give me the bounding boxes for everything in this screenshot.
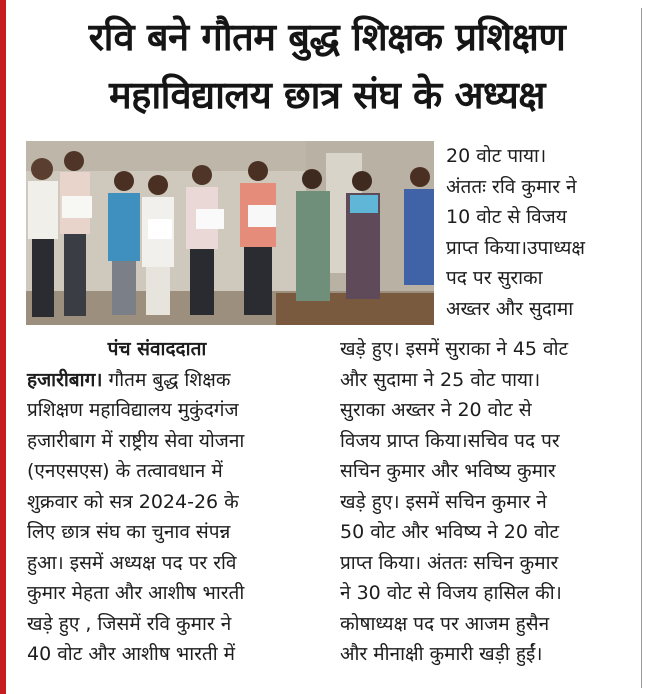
text-line: ने 30 वोट से विजय हासिल की। [340,582,562,604]
news-photo [26,141,434,325]
text-line: 10 वोट से विजय [446,206,567,228]
text-line: सचिन कुमार और भविष्य कुमार [340,460,556,482]
text-line: अंततः रवि कुमार ने [446,175,577,198]
left-accent-rule [0,0,6,694]
text-line: प्राप्त किया।उपाध्यक्ष [446,236,586,259]
column-right-top [446,141,638,324]
text-line: प्राप्त किया। अंततः सचिन कुमार [340,551,559,574]
text-line: कोषाध्यक्ष पद पर आजम हुसैन [340,612,550,635]
text-line [27,365,327,396]
text-line: विजय प्राप्त किया।सचिव पद पर [340,429,560,452]
text-line: हुआ। इसमें अध्यक्ष पद पर रवि [27,551,237,574]
column-right [340,334,638,670]
text-line: सुराका अख्तर ने 20 वोट से [340,399,532,421]
photo-illustration [26,141,434,325]
text-line: (एनएसएस) के तत्वावधान में [27,460,223,482]
headline-line-1: रवि बने गौतम बुद्ध शिक्षक प्रशिक्षण [88,15,566,59]
dateline: हजारीबाग। [27,368,103,391]
text-line: खड़े हुए। इसमें सुराका ने 45 वोट [340,338,569,360]
text-line: प्रशिक्षण महाविद्यालय मुकुंदगंज [27,399,239,421]
text-line: 20 वोट पाया। [446,145,547,167]
text-line: हजारीबाग में राष्ट्रीय सेवा योजना [27,429,245,452]
text-line: लिए छात्र संघ का चुनाव संपन्न [27,521,231,543]
text-line: कुमार मेहता और आशीष भारती [27,582,245,604]
text-line: 40 वोट और आशीष भारती में [27,643,236,665]
text-line: पद पर सुराका [446,267,543,289]
text-line: खड़े हुए। इसमें सचिन कुमार ने [340,490,547,513]
text-line: शुक्रवार को सत्र 2024-26 के [27,490,239,513]
headline-line-2: महाविद्यालय छात्र संघ के अध्यक्ष [108,73,546,117]
text-fragment: गौतम बुद्ध शिक्षक [102,368,231,391]
text-line: और सुदामा ने 25 वोट पाया। [340,368,541,391]
byline: पंच संवाददाता [107,338,207,360]
text-line: 50 वोट और भविष्य ने 20 वोट [340,521,560,543]
headline [16,8,638,124]
text-line: अख्तर और सुदामा [446,297,574,320]
column-left [27,334,327,670]
text-line: खड़े हुए , जिसमें रवि कुमार ने [27,612,232,635]
right-column-rule [641,8,642,688]
text-line: और मीनाक्षी कुमारी खड़ी हुईं। [340,643,543,665]
